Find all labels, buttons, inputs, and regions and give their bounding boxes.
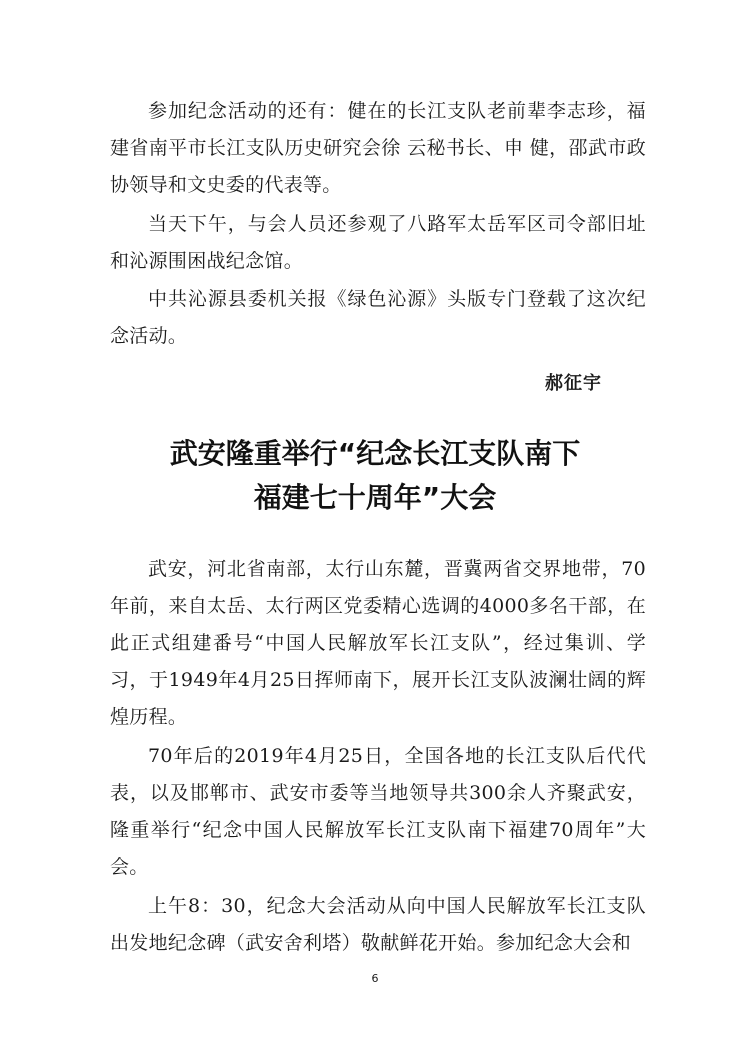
article-title-line2: 福建七十周年”大会 (253, 481, 497, 514)
article-title-line1: 武安隆重举行“纪念长江支队南下 (169, 437, 581, 470)
paragraph-newspaper: 中共沁源县委机关报《绿色沁源》头版专门登载了这次纪念活动。 (110, 288, 646, 347)
article-title (90, 432, 660, 520)
page-number: 6 (371, 972, 379, 985)
paragraph-afternoon-visit: 当天下午，与会人员还参观了八路军太岳军区司令部旧址和沁源围困战纪念馆。 (110, 213, 646, 272)
paragraph-attendees: 参加纪念活动的还有：健在的长江支队老前辈李志珍，福建省南平市长江支队历史研究会徐 云秘书长、申 健，邵武市政协领导和文史委的代表等。 (110, 100, 646, 196)
paragraph-anniversary: 70年后的2019年4月25日，全国各地的长江支队后代代表，以及邯郸市、武安市委等当地领导共300余人齐聚武安，隆重举行“纪念中国人民解放军长江支队南下福建70周年”大会。 (110, 745, 646, 878)
author-name: 郝征宇 (545, 373, 602, 394)
paragraph-wuan-history: 武安，河北省南部，太行山东麓，晋冀两省交界地带，70年前，来自太岳、太行两区党委精心选调的4000多名干部，在此正式组建番号“中国人民解放军长江支队”，经过集训、学习，于1949年4月25日挥师南下，展开长江支队波澜壮阔的辉煌历程。 (110, 558, 646, 728)
paragraph-ceremony: 上午8：30，纪念大会活动从向中国人民解放军长江支队出发地纪念碑（武安舍利塔）敬献鲜花开始。参加纪念大会和 (110, 895, 646, 954)
